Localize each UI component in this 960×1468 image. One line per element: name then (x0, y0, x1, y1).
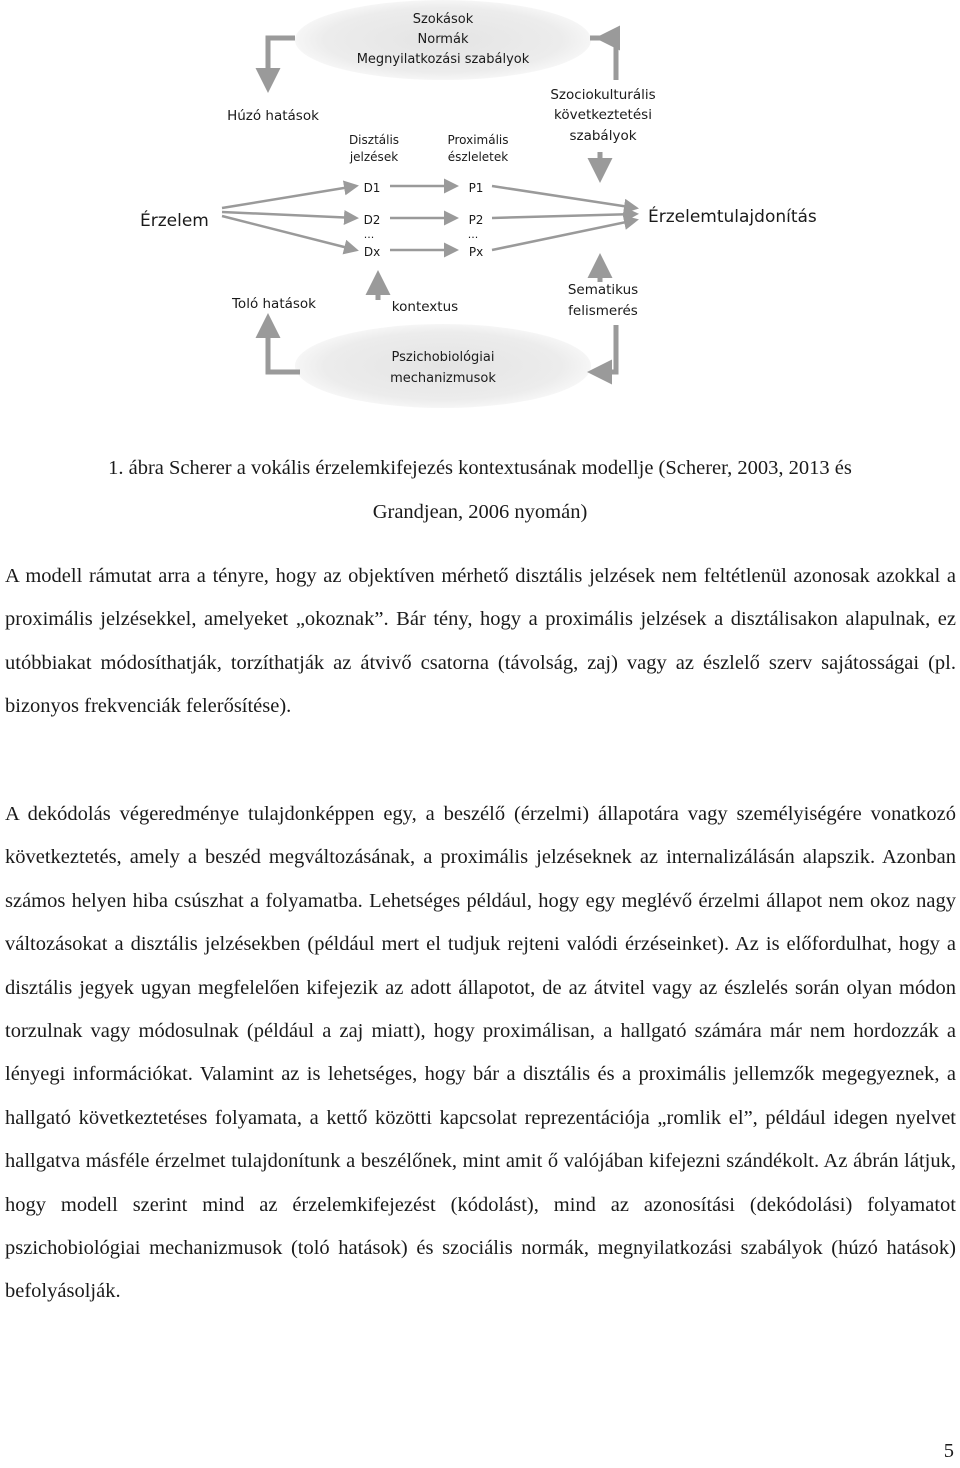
kontextus-label: kontextus (391, 299, 459, 315)
paragraph-2: A dekódolás végeredménye tulajdonképpen egy, a beszélő (érzelmi) állapotára vagy személyiségére vonatkozó következtetés, amely a beszéd megváltozásának, a proximális jelzéseknek az internalizálásán alapszik. Azonban számos helyen hiba csúszhat a folyamatba. Lehetséges például, hogy egy meglévő érzelmi állapot nem okoz nagy változásokat a disztális jelzésekben (például mert el tudjuk rejteni valódi érzéseinket). Az is előfordulhat, hogy a disztális jegyek ugyan megfelelően kifejezik az adott állapotot, de az átvitel vagy az észlelés során olyan módon torzulnak vagy módosulnak (például a zaj miatt), hogy proximálisan, a hallgató számára már nem hordozzák a lényegi információkat. Valamint az is lehetséges, hogy bár a disztális és a proximális jellemzők megegyeznek, a hallgató következtetéses folyamata, a kettő közötti kapcsolat reprezentációja „romlik el”, például idegen nyelvet hallgatva másféle érzelmet tulajdonítunk a beszélőnek, mint amit ő valójában kifejezni szándékolt. Az ábrán látjuk, hogy modell szerint mind az érzelemkifejezést (kódolást), mind az azonosítási (dekódolási) folyamatot pszichobiológiai mechanizmusok (toló hatások) és szociális normák, megnyilatkozási szabályok (húzó hatások) befolyásolják. (5, 803, 956, 1303)
bottom-ellipse-line1: Pszichobiológiai (391, 350, 495, 365)
proximal-header-line2: észleletek (447, 150, 509, 164)
distal-dx: Dx (363, 245, 381, 259)
attribution-label: Érzelemtulajdonítás (648, 207, 817, 227)
sociocultural-line2: következtetési (554, 107, 652, 123)
figure-caption-line2: Grandjean, 2006 nyomán) (372, 501, 588, 523)
top-ellipse-line3: Megnyilatkozási szabályok (356, 52, 530, 67)
figure-caption-line1: 1. ábra Scherer a vokális érzelemkifejezés kontextusának modellje (Scherer, 2003, 2013 és (108, 457, 852, 479)
top-ellipse-line2: Normák (417, 32, 469, 47)
erzelem-label: Érzelem (140, 211, 209, 231)
distal-d2: D2 (363, 213, 381, 227)
page-number: 5 (943, 1440, 954, 1462)
sociocultural-line1: Szociokulturális (550, 87, 656, 103)
proximal-p1: P1 (468, 181, 484, 195)
semantic-line2: felismerés (568, 303, 638, 319)
bottom-ellipse-line2: mechanizmusok (390, 371, 496, 386)
encoding-arrows (222, 186, 356, 250)
distal-dots: ... (363, 228, 375, 241)
paragraph-1: A modell rámutat arra a tényre, hogy az objektíven mérhető disztális jelzések nem feltétlenül azonosak azokkal a proximális jelzésekkel, amelyeket „okoznak”. Bár tény, hogy a proximális jelzések a disztálisakon alapulnak, ez utóbbiakat módosíthatják, torzíthatják az átvivő csatorna (távolság, zaj) vagy az észlelő szerv sajátosságai (pl. bizonyos frekvenciák felerősítése). (5, 565, 956, 718)
sociocultural-line3: szabályok (569, 128, 637, 144)
scherer-model-diagram (0, 0, 960, 420)
bottom-ellipse (295, 324, 591, 408)
tolo-label: Toló hatások (231, 296, 317, 312)
transmission-arrows (390, 186, 456, 250)
top-ellipse-line1: Szokások (412, 12, 474, 27)
decoding-arrows (492, 186, 636, 250)
semantic-line1: Sematikus (567, 282, 639, 298)
distal-d1: D1 (363, 181, 381, 195)
proximal-p2: P2 (468, 213, 484, 227)
distal-header-line2: jelzések (349, 150, 399, 164)
proximal-header-line1: Proximális (447, 133, 509, 147)
proximal-dots: ... (467, 228, 479, 241)
proximal-px: Px (468, 245, 484, 259)
distal-header-line1: Disztális (348, 133, 400, 147)
huzo-label: Húzó hatások (227, 108, 319, 124)
